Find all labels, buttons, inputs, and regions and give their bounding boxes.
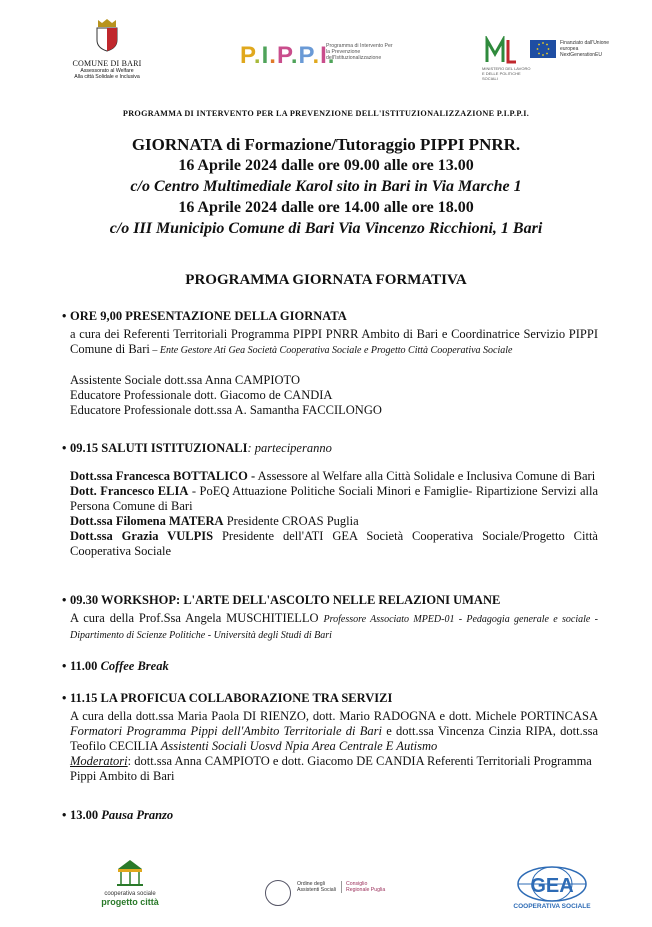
title-line-1: GIORNATA di Formazione/Tutoraggio PIPPI PNRR. bbox=[131, 135, 521, 154]
eu-funding-text: Finanziato dall'Unione europea NextGenerationEU bbox=[560, 40, 610, 58]
item-saluti-heading bbox=[70, 441, 332, 456]
coffee-label: Coffee Break bbox=[100, 659, 169, 673]
person-faccilongo: Educatore Professionale dott.ssa A. Samantha FACCILONGO bbox=[70, 403, 382, 417]
ministry-caption: MINISTERO DEL LAVORO E DELLE POLITICHE SOCIALI bbox=[482, 66, 531, 81]
item-collaborazione-body bbox=[70, 709, 598, 784]
collab-italic-2: Assistenti Sociali Uosvd Npia Area Centrale E Autismo bbox=[160, 739, 438, 753]
presentazione-body-text: a cura dei Referenti Territoriali Programma PIPPI PNRR Ambito di Bari e Coordinatrice Servizio PIPPI Comune di Bari bbox=[70, 327, 598, 356]
title-line-2: 16 Aprile 2024 dalle ore 09.00 alle ore 13.00 bbox=[178, 157, 474, 174]
pranzo-time: 13.00 bbox=[70, 808, 102, 822]
item-workshop-heading: • 09.30 WORKSHOP: L'ARTE DELL'ASCOLTO NELLE RELAZIONI UMANE bbox=[70, 593, 500, 608]
program-line: PROGRAMMA DI INTERVENTO PER LA PREVENZIONE DELL'ISTITUZIONALIZZAZIONE P.I.P.P.I. bbox=[122, 109, 530, 118]
ordine-seal-icon bbox=[265, 880, 291, 906]
role-vulpis: Presidente dell'ATI GEA Società Cooperativa Sociale/Progetto Città Cooperativa Sociale bbox=[70, 529, 598, 558]
ministry-eu-logos bbox=[478, 32, 618, 80]
gea-caption: COOPERATIVA SOCIALE bbox=[513, 903, 591, 910]
comune-di-bari-logo bbox=[62, 18, 152, 80]
coop-line2: progetto città bbox=[101, 897, 159, 907]
saluti-vulpis bbox=[70, 529, 598, 559]
coop-line1: cooperativa sociale bbox=[104, 891, 156, 897]
gea-wordmark: GEA bbox=[530, 875, 574, 897]
pippi-wordmark: P.I.P.P.I. bbox=[240, 42, 336, 69]
pippi-logo bbox=[240, 40, 393, 80]
item-saluti-list bbox=[70, 469, 598, 559]
item-collaborazione-heading: • 11.15 LA PROFICUA COLLABORAZIONE TRA SERVIZI bbox=[70, 691, 392, 706]
bari-logo-line2: Assessorato al Welfare bbox=[80, 68, 134, 74]
ordine-text: Ordine degli Assistenti Sociali bbox=[297, 881, 336, 893]
saluti-heading-text: 09.15 SALUTI ISTITUZIONALI bbox=[70, 441, 248, 455]
item-pausa-pranzo bbox=[70, 808, 173, 823]
item-presentazione-heading: • ORE 9,00 PRESENTAZIONE DELLA GIORNATA bbox=[70, 309, 347, 324]
role-matera: Presidente CROAS Puglia bbox=[223, 514, 359, 528]
consiglio-text: Consiglio Regionale Puglia bbox=[341, 881, 386, 893]
progetto-citta-logo bbox=[75, 858, 185, 907]
carousel-icon bbox=[112, 858, 148, 886]
bari-crest-icon bbox=[94, 18, 120, 52]
title-line-5: c/o III Municipio Comune di Bari Via Vincenzo Ricchioni, 1 Bari bbox=[109, 220, 543, 237]
bari-logo-title: COMUNE DI BARI bbox=[72, 59, 142, 68]
title-line-4: 16 Aprile 2024 dalle ore 14.00 alle ore 18.00 bbox=[178, 199, 474, 216]
pippi-subtitle: Programma di Intervento Per la Prevenzione dell'Istituzionalizzazione bbox=[326, 43, 393, 61]
person-campioto: Assistente Sociale dott.ssa Anna CAMPIOTO bbox=[70, 373, 300, 387]
bari-logo-line3: Alla città Solidale e Inclusiva bbox=[74, 74, 140, 80]
name-bottalico: Dott.ssa Francesca BOTTALICO - bbox=[70, 469, 256, 483]
gea-cooperativa-logo bbox=[512, 864, 592, 910]
workshop-body-text: A cura della Prof.Ssa Angela MUSCHITIELLO bbox=[70, 611, 324, 625]
saluti-bottalico bbox=[70, 469, 598, 484]
eu-flag-icon bbox=[530, 40, 556, 58]
saluti-heading-italic: : parteciperanno bbox=[247, 441, 332, 455]
item-workshop-body bbox=[70, 611, 598, 643]
name-vulpis: Dott.ssa Grazia VULPIS bbox=[70, 529, 214, 543]
workshop-body-italic: Professore Associato MPED-01 - Pedagogia generale e sociale - Dipartimento di Scienze Politiche - Università degli Studi di Bari bbox=[70, 614, 598, 641]
coffee-time: 11.00 bbox=[70, 659, 101, 673]
item-presentazione-people bbox=[70, 373, 598, 418]
ordine-assistenti-sociali-logo bbox=[265, 876, 385, 912]
title-line-3: c/o Centro Multimediale Karol sito in Bari in Via Marche 1 bbox=[130, 178, 522, 195]
moderatori-text: : dott.ssa Anna CAMPIOTO e dott. Giacomo DE CANDIA Referenti Territoriali Programma Pippi Ambito di Bari bbox=[70, 754, 592, 783]
role-bottalico: Assessore al Welfare alla Città Solidale e Inclusiva Comune di Bari bbox=[255, 469, 596, 483]
name-matera: Dott.ssa Filomena MATERA bbox=[70, 514, 224, 528]
section-title: PROGRAMMA GIORNATA FORMATIVA bbox=[185, 272, 467, 288]
collab-text-2: e dott.ssa Vincenza Cinzia RIPA, dott.ssa Teofilo CECILIA bbox=[70, 724, 598, 753]
role-elia: - PoEQ Attuazione Politiche Sociali Minori e Famiglie- Ripartizione Servizi alla Persona Comune di Bari bbox=[70, 484, 598, 513]
collab-italic-1: Formatori Programma Pippi dell'Ambito Territoriale di Bari bbox=[70, 724, 382, 738]
saluti-elia bbox=[70, 484, 598, 514]
presentazione-body-italic: – Ente Gestore Ati Gea Società Cooperativa Sociale e Progetto Città Cooperativa Sociale bbox=[149, 345, 513, 356]
item-coffee-break bbox=[70, 659, 169, 674]
moderatori-label: Moderatori bbox=[70, 754, 128, 768]
item-presentazione-body bbox=[70, 327, 598, 358]
collab-text-1: A cura della dott.ssa Maria Paola DI RIENZO, dott. Mario RADOGNA e dott. Michele PORTINCASA bbox=[70, 709, 598, 723]
pranzo-label: Pausa Pranzo bbox=[101, 808, 174, 822]
person-de-candia: Educatore Professionale dott. Giacomo de CANDIA bbox=[70, 388, 333, 402]
ministry-lavoro-icon bbox=[484, 36, 518, 66]
saluti-matera bbox=[70, 514, 598, 529]
name-elia: Dott. Francesco ELIA bbox=[70, 484, 189, 498]
title-block bbox=[0, 134, 652, 239]
